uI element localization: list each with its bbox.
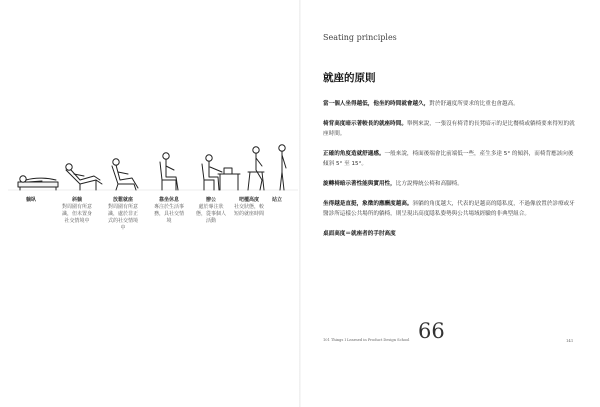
book-gutter: [299, 0, 301, 407]
paragraph: [323, 119, 575, 139]
paragraph-text: 比方說傳統公椅和高腳椅。: [395, 181, 463, 187]
caption-standing: [260, 197, 294, 204]
paragraph-text: 斜躺的角度越大，代表的是越高的隱私度，不過像放置於診療或牙醫診所這樣公共場所的躺椅，則呈現出高度隱私姿勢與公共場域經驗的非典型組合。: [323, 201, 575, 217]
paragraph-lead: 當一個人坐得越低，他坐的時間就會越久，: [323, 101, 430, 107]
figure-bar-height: [248, 147, 264, 190]
paragraph-lead: 椅背高度暗示著較長的就座時間。: [323, 121, 407, 127]
figure-relaxed-sitting: [112, 159, 138, 190]
caption-title: 靠坐休息: [158, 197, 179, 203]
caption-desc: 對周圍有所意識，但未置身社交情境中: [61, 204, 92, 224]
page-number: 66: [418, 319, 445, 343]
paragraph: [323, 99, 575, 109]
caption-title: 站立: [271, 197, 282, 203]
paragraph: [323, 149, 575, 169]
running-head: Seating principles: [323, 33, 397, 42]
body-text: [323, 99, 575, 237]
figure-lying: [18, 176, 58, 190]
posture-captions: [14, 197, 298, 257]
caption-resting: [152, 197, 186, 225]
paragraph-lead: 坐得越是直挺，象徵的應酬度越高。: [323, 201, 413, 207]
posture-illustration: [8, 140, 298, 196]
caption-reclining: [60, 197, 94, 225]
caption-desc: 專注於生活事務，具社交情境: [153, 204, 184, 224]
figure-working: [202, 155, 240, 190]
caption-title: 放鬆就座: [112, 197, 133, 203]
book-title: 101 Things I Learned in Product Design School: [323, 338, 410, 342]
caption-title: 躺臥: [25, 197, 36, 203]
paragraph-lead: 旋轉椅暗示著性能與實用性，: [323, 181, 396, 187]
caption-title: 吧檯高度: [238, 197, 259, 203]
figure-reclining: [66, 164, 102, 190]
caption-lying: [14, 197, 48, 204]
caption-working: [194, 197, 228, 225]
caption-title: 斜躺: [71, 197, 82, 203]
posture-figures-svg: [8, 140, 298, 196]
figure-resting: [160, 153, 178, 190]
paragraph-text: 一般來說，椅面後端會比前端低一些，產生多達 5° 的傾斜，而椅背應該向後傾斜 5° 至 15°。: [323, 151, 574, 167]
formula-line: 桌面高度＝就座者的手肘高度: [323, 231, 396, 237]
figure-standing: [279, 145, 286, 190]
paragraph-text: 對於舒適度所要求的比重也會越高。: [429, 101, 519, 107]
caption-desc: 社交狀態，較短的就座時間: [233, 204, 264, 217]
caption-desc: 對周圍有所意識，處於非正式的社交情境中: [107, 204, 138, 231]
paragraph-lead: 正確的角度造就舒適感。: [323, 151, 385, 157]
page-title: 就座的原則: [323, 72, 376, 84]
paragraph: [323, 179, 575, 189]
folio: 141: [566, 338, 574, 343]
paragraph: [323, 199, 575, 219]
paragraph-text: 舉例來說，一張沒有椅背的長凳暗示的是比餐椅或躺椅要來得短的就座時間。: [323, 121, 575, 137]
caption-desc: 處於專注狀態，從事個人活動: [195, 204, 226, 224]
caption-relaxed-sitting: [106, 197, 140, 232]
caption-title: 辦公: [205, 197, 216, 203]
